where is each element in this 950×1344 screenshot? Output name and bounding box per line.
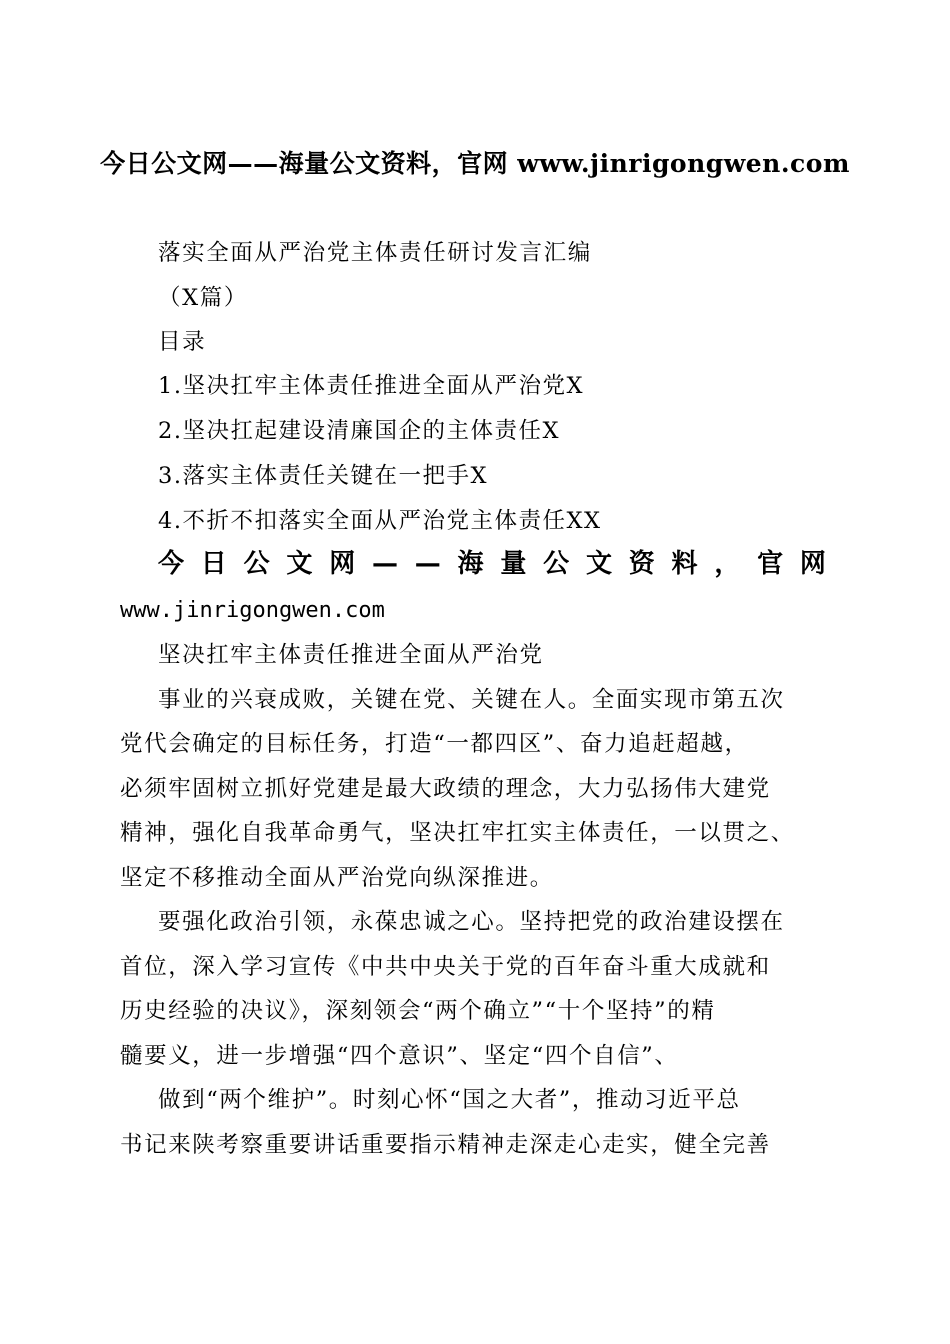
document-subtitle: （X篇） [158,285,248,311]
banner-url: www.jinrigongwen.com [120,598,385,623]
banner-char: — [371,549,398,579]
banner-char: 文 [585,549,612,579]
banner-char: ， [714,549,741,579]
banner-char: 文 [286,549,313,579]
toc-item: 4.不折不扣落实全面从严治党主体责任XX [158,508,602,534]
banner-char: 量 [500,549,527,579]
banner-char: 公 [543,549,570,579]
banner-char: 网 [799,549,826,579]
banner-char: 公 [243,549,270,579]
body-line: 髓要义，进一步增强“四个意识”、坚定“四个自信”、 [120,1043,679,1069]
banner-char: 网 [329,549,356,579]
toc-heading: 目录 [158,329,207,355]
page-header: 今日公文网——海量公文资料，官网 www.jinrigongwen.com [100,149,850,178]
banner-char: 官 [757,549,784,579]
body-line: 要强化政治引领，永葆忠诚之心。坚持把党的政治建设摆在 [158,909,785,935]
body-line: 事业的兴衰成败，关键在党、关键在人。全面实现市第五次 [158,687,785,713]
body-line: 精神，强化自我革命勇气，坚决扛牢扛实主体责任，一以贯之、 [120,820,795,846]
body-line: 必须牢固树立抓好党建是最大政绩的理念，大力弘扬伟大建党 [120,776,771,802]
banner-char: 日 [200,549,227,579]
banner-char: 料 [671,549,698,579]
section-title: 坚决扛牢主体责任推进全面从严治党 [158,642,544,668]
body-line: 坚定不移推动全面从严治党向纵深推进。 [120,865,554,891]
banner-char: — [414,549,441,579]
toc-item: 2.坚决扛起建设清廉国企的主体责任X [158,418,560,444]
banner-char: 海 [457,549,484,579]
toc-item: 3.落实主体责任关键在一把手X [158,463,488,489]
banner-char: 今 [158,549,185,579]
banner-char: 资 [628,549,655,579]
body-line: 做到“两个维护”。时刻心怀“国之大者”，推动习近平总 [158,1087,741,1113]
toc-item: 1.坚决扛牢主体责任推进全面从严治党X [158,373,584,399]
body-line: 历史经验的决议》，深刻领会“两个确立”“十个坚持”的精 [120,998,716,1024]
document-title: 落实全面从严治党主体责任研讨发言汇编 [158,240,592,266]
body-line: 首位，深入学习宣传《中共中央关于党的百年奋斗重大成就和 [120,954,771,980]
body-line: 党代会确定的目标任务，打造“一都四区”、奋力追赶超越， [120,731,749,757]
body-line: 书记来陕考察重要讲话重要指示精神走深走心走实，健全完善 [120,1132,771,1158]
site-banner [158,548,826,580]
